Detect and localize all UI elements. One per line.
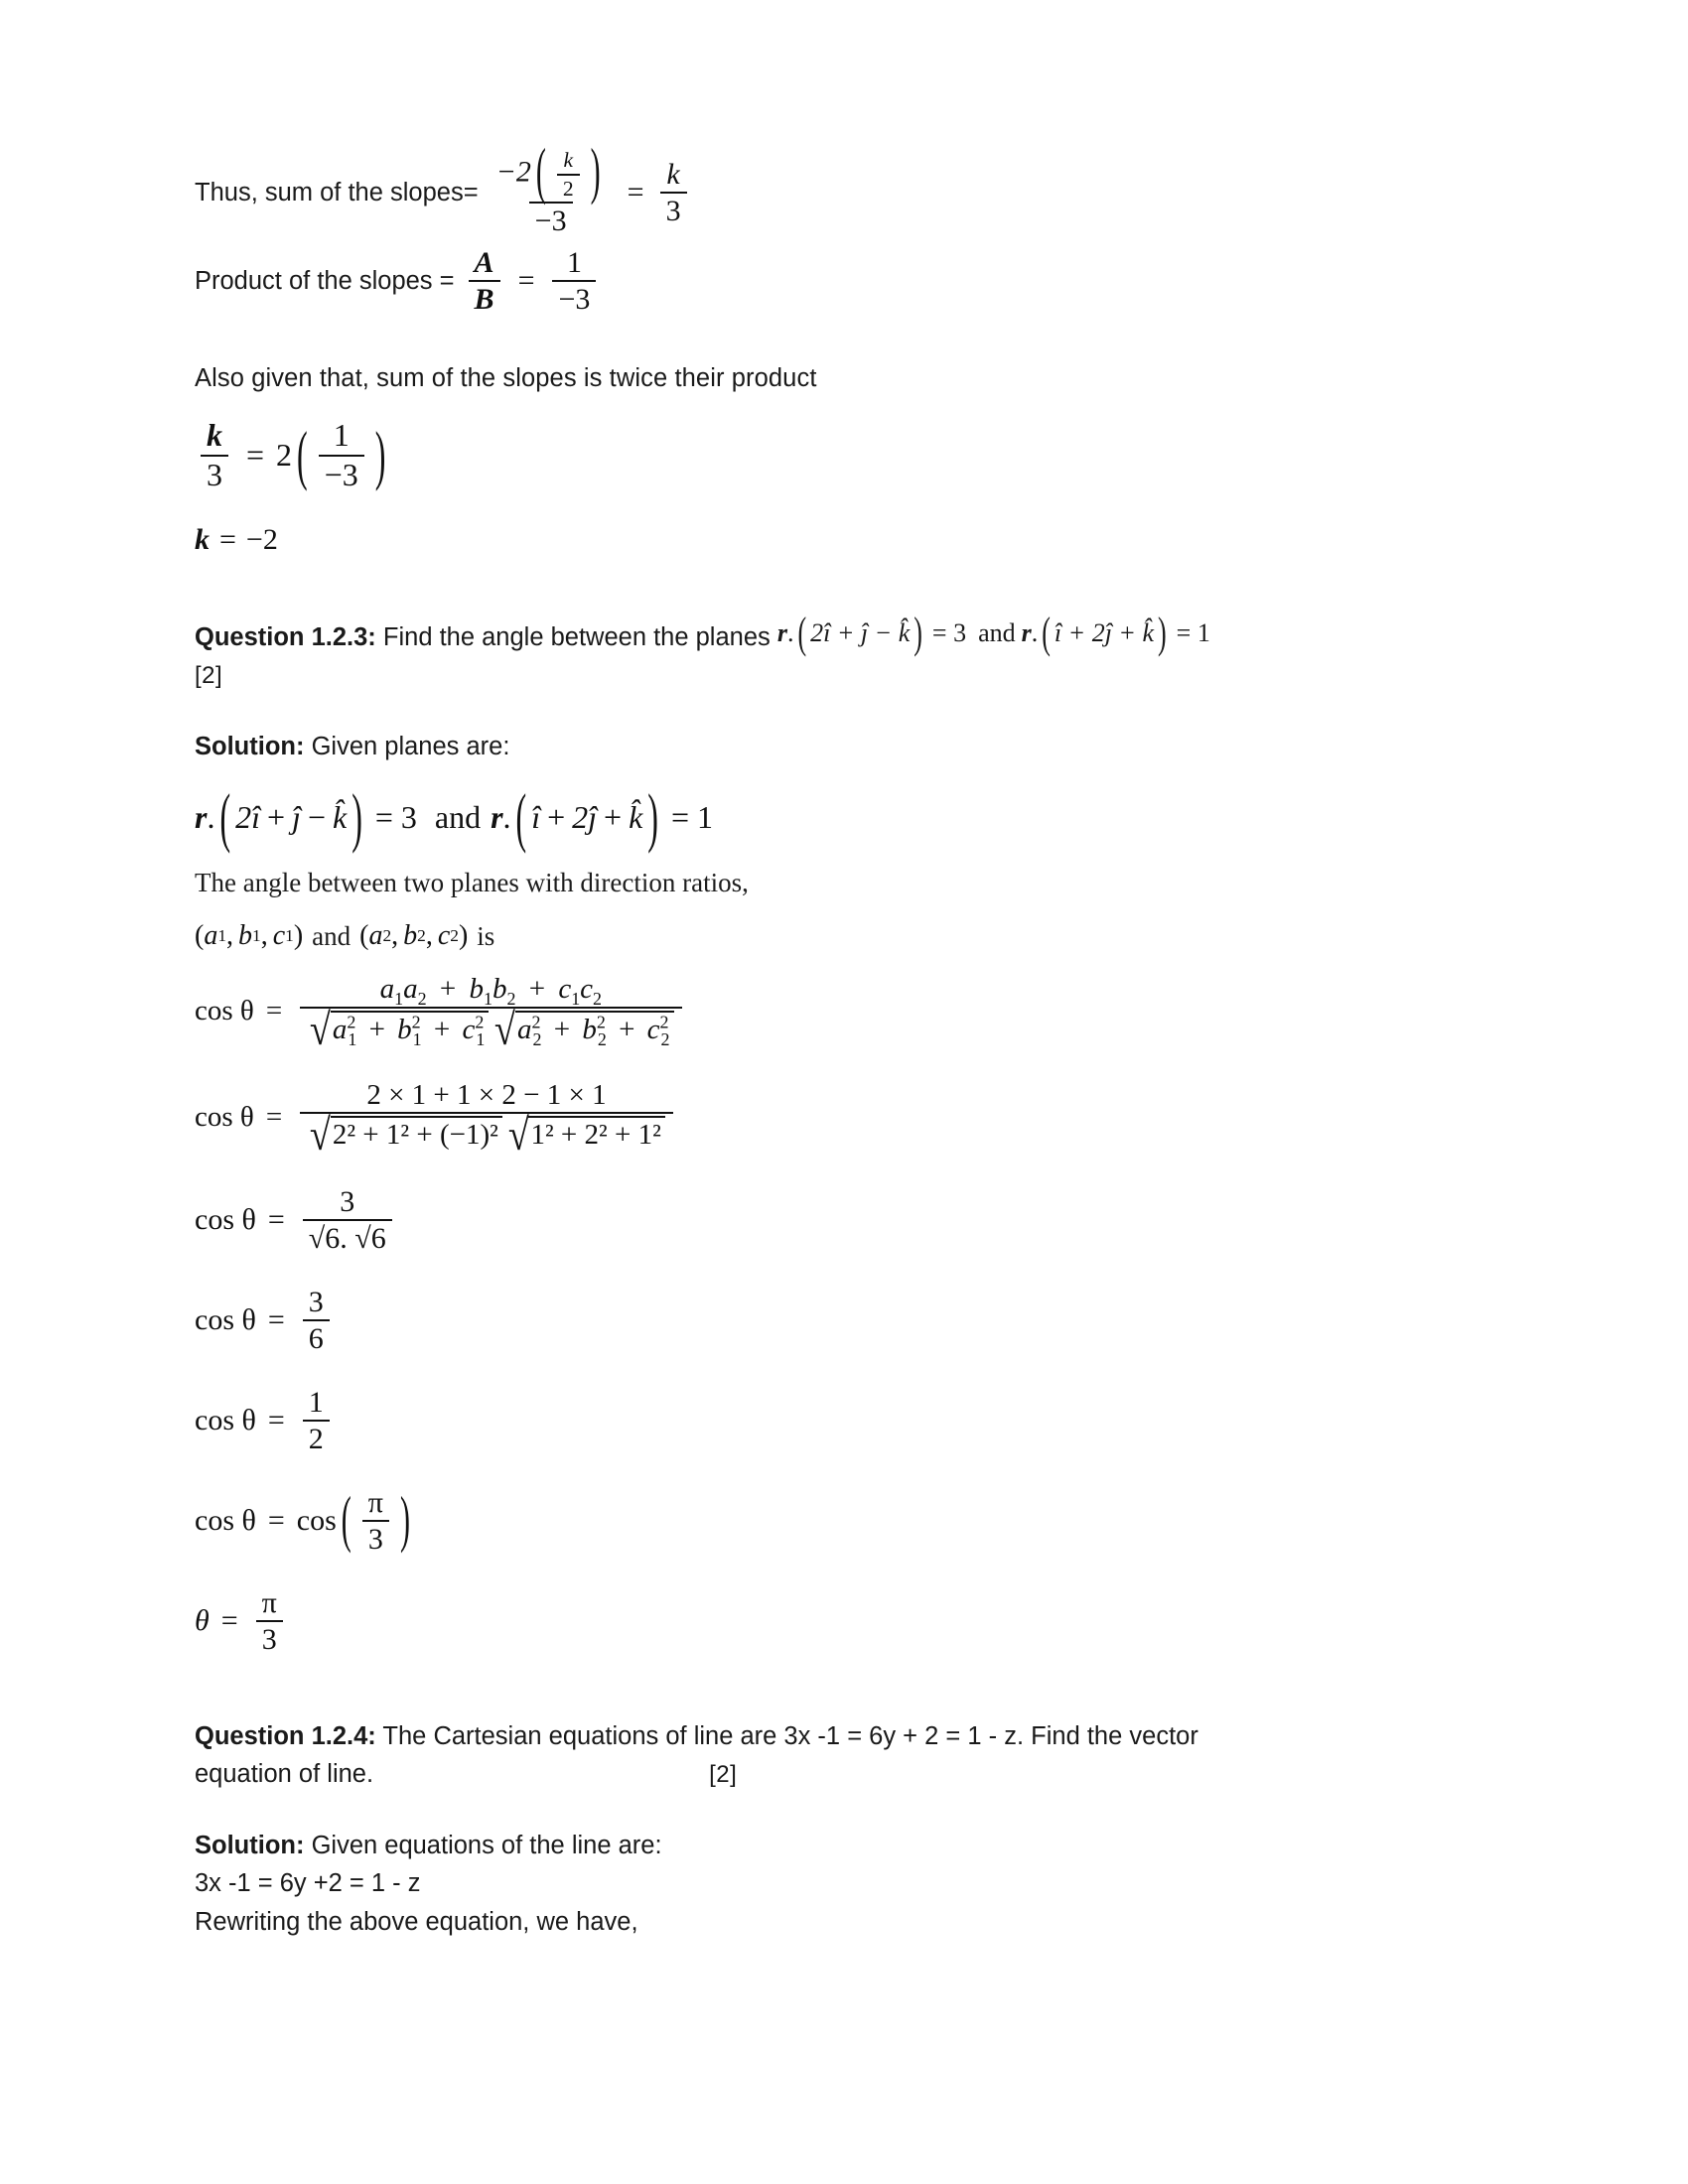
cos-theta-sqrt6-fraction xyxy=(303,1186,392,1255)
radical-1 xyxy=(308,1110,502,1160)
plane-1-rhs: = 3 xyxy=(374,799,417,836)
equals-sign: = xyxy=(517,264,535,298)
b-symbol: b xyxy=(582,1013,597,1045)
open-paren-triple-1: ( xyxy=(195,920,205,952)
b2-symbol: b xyxy=(403,920,418,952)
sqrt6-numerator: 3 xyxy=(340,1184,355,1218)
c-exponent: 2 xyxy=(475,1012,485,1032)
cos-theta-label: cos θ xyxy=(195,995,254,1027)
solution-1-2-4-label: Solution: xyxy=(195,1832,305,1860)
plus-sign-2: + xyxy=(619,1013,635,1045)
b-exponent: 2 xyxy=(411,1012,421,1032)
k-result: −2 xyxy=(245,523,278,557)
numerator-pi: π xyxy=(261,1585,277,1619)
coefficient-two: 2 xyxy=(276,437,293,474)
k-over-3-fraction xyxy=(201,419,228,491)
c2-symbol: c xyxy=(580,973,594,1006)
plane-2-rhs: = 1 xyxy=(670,799,713,836)
a-exponent: 2 xyxy=(347,1012,356,1032)
radical-2-body xyxy=(515,1011,674,1048)
a-subscript: 2 xyxy=(532,1028,542,1049)
equation-sum-of-slopes xyxy=(195,137,1485,238)
comma-1: , xyxy=(226,920,234,952)
comma-3: , xyxy=(391,920,399,952)
radical-2 xyxy=(506,1110,665,1160)
c1-symbol: c xyxy=(272,920,286,952)
numeric-denominator xyxy=(300,1110,673,1160)
numeric-numerator: 2 × 1 + 1 × 2 − 1 × 1 xyxy=(366,1078,607,1111)
inner-denominator: 2 xyxy=(557,174,580,201)
a-symbol: a xyxy=(332,1013,348,1045)
dot-product-2: . xyxy=(1031,618,1039,648)
solution-1-2-3 xyxy=(195,728,1485,765)
conjunction-and: and xyxy=(434,799,482,836)
a-exponent: 2 xyxy=(531,1012,541,1032)
solution-1-2-4-equation-line: 3x -1 = 6y +2 = 1 - z xyxy=(195,1869,421,1898)
solution-1-2-3-text: Given planes are: xyxy=(311,733,510,761)
pi-over-3-fraction xyxy=(362,1487,389,1556)
k-symbol: k xyxy=(195,523,210,557)
equals-sign: = xyxy=(265,1100,283,1133)
equals-sign: = xyxy=(265,995,283,1027)
cos-theta-numeric-fraction xyxy=(300,1078,673,1160)
result-denominator: 3 xyxy=(660,192,687,227)
equation-product-of-slopes xyxy=(195,247,1485,316)
value-denominator: −3 xyxy=(552,280,596,316)
result-numerator: k xyxy=(666,157,680,191)
question-1-2-3 xyxy=(195,608,1485,658)
solution-1-2-4-rewriting-line: Rewriting the above equation, we have, xyxy=(195,1908,638,1937)
open-paren: ( xyxy=(341,1485,352,1555)
a1-subscript: 1 xyxy=(394,989,404,1010)
comma-2: , xyxy=(260,920,268,952)
equation-cos-theta-cos-pi-over-3 xyxy=(195,1487,1485,1556)
sqrt6-denominator: √6. √6 xyxy=(303,1219,392,1255)
equation-k-twice-product xyxy=(195,416,1485,492)
radical-1 xyxy=(308,1004,489,1054)
a1-symbol: a xyxy=(204,920,218,952)
three-denominator: 3 xyxy=(201,455,228,492)
a2-symbol: a xyxy=(403,973,418,1006)
pi-over-3-fraction xyxy=(256,1587,283,1656)
equation-k-value xyxy=(195,523,1485,557)
question-1-2-3-formula xyxy=(776,608,1216,658)
plane-2-rhs: = 1 xyxy=(1176,618,1210,648)
close-paren: ) xyxy=(399,1485,410,1555)
equals-sign: = xyxy=(267,1404,285,1437)
a-subscript: 1 xyxy=(348,1028,357,1049)
radical-1-body xyxy=(331,1011,490,1048)
direction-ratios-line: ( a 1 , b 1 , c 1 ) and ( a 2 , b 2 , c 2 ) is xyxy=(195,920,495,952)
numerator-pi: π xyxy=(367,1485,383,1519)
equation-cos-theta-sqrt6 xyxy=(195,1186,1485,1255)
is-word: is xyxy=(477,920,495,951)
question-1-2-4-text-line-2: equation of line. xyxy=(195,1759,374,1788)
open-paren: ( xyxy=(535,137,546,206)
c-subscript: 1 xyxy=(476,1028,486,1049)
equals-sign: = xyxy=(220,1604,238,1638)
question-1-2-3-marks: [2] xyxy=(195,662,223,690)
a1-symbol: a xyxy=(379,973,395,1006)
equals-sign: = xyxy=(267,1504,285,1538)
open-paren-1: ( xyxy=(797,608,807,658)
general-numerator xyxy=(374,973,608,1010)
product-fraction-value xyxy=(552,247,596,316)
cos-theta-label: cos θ xyxy=(195,1404,256,1437)
equals-sign: = xyxy=(267,1203,285,1237)
close-paren-triple-1: ) xyxy=(293,920,304,952)
plus-sign-1: + xyxy=(439,973,457,1006)
question-1-2-4-marks: [2] xyxy=(709,1760,738,1788)
term-2i: 2î xyxy=(235,799,260,836)
sum-of-slopes-fraction xyxy=(491,137,612,238)
close-paren: ) xyxy=(374,416,386,492)
cos-theta-label: cos θ xyxy=(195,1100,254,1133)
close-paren-triple-2: ) xyxy=(458,920,469,952)
equation-cos-theta-three-sixths xyxy=(195,1287,1485,1355)
solution-1-2-4 xyxy=(195,1827,1485,1864)
b-symbol: b xyxy=(397,1013,412,1045)
vector-r-1: r xyxy=(195,799,208,836)
product-numerator-a: A xyxy=(474,245,494,279)
close-paren-2: ) xyxy=(647,778,658,855)
c-exponent: 2 xyxy=(659,1012,669,1032)
product-of-slopes-label: Product of the slopes = xyxy=(195,266,455,295)
a-symbol: a xyxy=(517,1013,532,1045)
term-j: ĵ xyxy=(292,799,301,836)
c-symbol: c xyxy=(462,1013,476,1045)
close-paren-1: ) xyxy=(352,778,362,855)
radical-symbol-1: √ xyxy=(310,1004,331,1054)
one-numerator: 1 xyxy=(333,417,350,454)
one-over-minus-three-fraction xyxy=(319,419,364,491)
angle-definition-line-1: The angle between two planes with direction ratios, xyxy=(195,868,749,898)
question-1-2-4-label: Question 1.2.4: xyxy=(195,1721,376,1750)
close-paren: ) xyxy=(590,137,601,206)
plane-1-components: 2î + ĵ − k̂ xyxy=(810,618,911,648)
equals-sign: = xyxy=(627,176,644,209)
sum-of-slopes-result-fraction xyxy=(660,159,687,227)
c-subscript: 2 xyxy=(660,1028,670,1049)
numerator-one: 1 xyxy=(308,1385,324,1419)
open-paren: ( xyxy=(297,416,308,492)
cos-theta-label: cos θ xyxy=(195,1303,256,1337)
question-1-2-3-label: Question 1.2.3: xyxy=(195,623,376,652)
term-2j: 2ĵ xyxy=(572,799,598,836)
denominator-three: 3 xyxy=(256,1620,283,1656)
theta-symbol: θ xyxy=(195,1604,210,1638)
dot-product-1: . xyxy=(786,618,794,648)
equation-cos-theta-general xyxy=(195,973,1485,1054)
conjunction-and: and xyxy=(312,920,352,951)
c2-symbol: c xyxy=(437,920,451,952)
denominator-three: 3 xyxy=(362,1520,389,1556)
equation-cos-theta-numeric xyxy=(195,1078,1485,1160)
cos-theta-label: cos θ xyxy=(195,1203,256,1237)
page-content xyxy=(195,137,1485,1942)
minus-three-denominator: −3 xyxy=(319,455,364,492)
vector-r-2: r xyxy=(1021,618,1032,648)
cos-theta-general-fraction xyxy=(300,973,681,1054)
vector-r-1: r xyxy=(776,618,787,648)
plus-sign-2: + xyxy=(547,799,566,836)
plus-sign-2: + xyxy=(433,1013,451,1045)
question-1-2-4-text-line-1: The Cartesian equations of line are 3x -1 = 6y + 2 = 1 - z. Find the vector xyxy=(382,1721,1198,1750)
value-numerator: 1 xyxy=(566,245,582,279)
c-symbol: c xyxy=(646,1013,660,1045)
b1-subscript: 1 xyxy=(483,989,492,1010)
also-given-text: Also given that, sum of the slopes is twice their product xyxy=(195,363,817,392)
k-numerator: k xyxy=(207,417,222,454)
conjunction-and: and xyxy=(978,618,1016,648)
b-exponent: 2 xyxy=(596,1012,606,1032)
one-half-fraction xyxy=(303,1387,330,1455)
radical-symbol-1: √ xyxy=(310,1110,331,1160)
sum-of-slopes-denominator: −3 xyxy=(529,202,573,237)
term-k-2: k̂ xyxy=(629,799,643,836)
b1-symbol: b xyxy=(469,973,484,1006)
close-paren-1: ) xyxy=(914,608,922,658)
product-fraction-ab xyxy=(469,247,500,316)
c1-symbol: c xyxy=(558,973,572,1006)
b-subscript: 1 xyxy=(412,1028,422,1049)
product-denominator-b: B xyxy=(469,280,500,316)
cos-theta-label: cos θ xyxy=(195,1504,256,1538)
radical-symbol-2: √ xyxy=(507,1110,529,1160)
term-k: k̂ xyxy=(332,799,348,836)
plus-sign-1: + xyxy=(267,799,286,836)
inner-numerator: k xyxy=(563,148,574,172)
sum-of-slopes-numerator xyxy=(491,137,612,206)
solution-1-2-4-text: Given equations of the line are: xyxy=(311,1832,662,1860)
term-i: î xyxy=(531,799,541,836)
plus-sign-1: + xyxy=(368,1013,385,1045)
radical-1-body: 2² + 1² + (−1)² xyxy=(331,1116,502,1154)
minus-sign-1: − xyxy=(307,799,326,836)
denominator-two: 2 xyxy=(303,1420,330,1455)
plane-2-components: î + 2ĵ + k̂ xyxy=(1054,618,1154,648)
b2-symbol: b xyxy=(492,973,507,1006)
open-paren-triple-2: ( xyxy=(359,920,369,952)
dot-product-2: . xyxy=(502,799,511,836)
b1-symbol: b xyxy=(238,920,253,952)
radical-2 xyxy=(492,1004,673,1054)
a2-symbol: a xyxy=(368,920,383,952)
plane-1-rhs: = 3 xyxy=(931,618,967,648)
equation-theta-pi-over-3 xyxy=(195,1587,1485,1656)
comma-4: , xyxy=(425,920,433,952)
equation-given-planes xyxy=(195,778,1485,855)
b2-subscript: 2 xyxy=(506,989,516,1010)
radical-2-body: 1² + 2² + 1² xyxy=(528,1116,664,1154)
three-sixths-fraction xyxy=(303,1287,330,1355)
numerator-coefficient: −2 xyxy=(495,155,531,189)
plus-sign-1: + xyxy=(553,1013,571,1045)
cos-function-label: cos xyxy=(296,1504,337,1538)
question-1-2-4-line-2 xyxy=(195,1755,1485,1793)
a2-subscript: 2 xyxy=(417,989,427,1010)
b-subscript: 2 xyxy=(597,1028,607,1049)
equation-cos-theta-half xyxy=(195,1387,1485,1455)
plus-sign-2: + xyxy=(528,973,546,1006)
inner-fraction xyxy=(557,149,580,200)
c2-subscript: 2 xyxy=(593,989,603,1010)
plus-sign-3: + xyxy=(604,799,623,836)
question-1-2-4 xyxy=(195,1717,1485,1755)
denominator-six: 6 xyxy=(303,1319,330,1355)
open-paren-2: ( xyxy=(1042,608,1051,658)
equals-sign: = xyxy=(267,1303,285,1337)
equals-sign: = xyxy=(246,437,265,474)
radical-symbol-2: √ xyxy=(494,1004,516,1054)
question-1-2-3-text: Find the angle between the planes xyxy=(382,623,771,652)
solution-1-2-3-label: Solution: xyxy=(195,733,305,761)
general-denominator xyxy=(300,1004,681,1054)
sum-of-slopes-label: Thus, sum of the slopes= xyxy=(195,178,479,206)
c1-subscript: 1 xyxy=(571,989,581,1010)
vector-r-2: r xyxy=(491,799,503,836)
close-paren-2: ) xyxy=(1158,608,1167,658)
dot-product-1: . xyxy=(207,799,215,836)
open-paren-1: ( xyxy=(219,778,231,855)
open-paren-2: ( xyxy=(515,778,527,855)
numerator-three: 3 xyxy=(308,1285,324,1318)
equals-sign: = xyxy=(219,523,236,557)
